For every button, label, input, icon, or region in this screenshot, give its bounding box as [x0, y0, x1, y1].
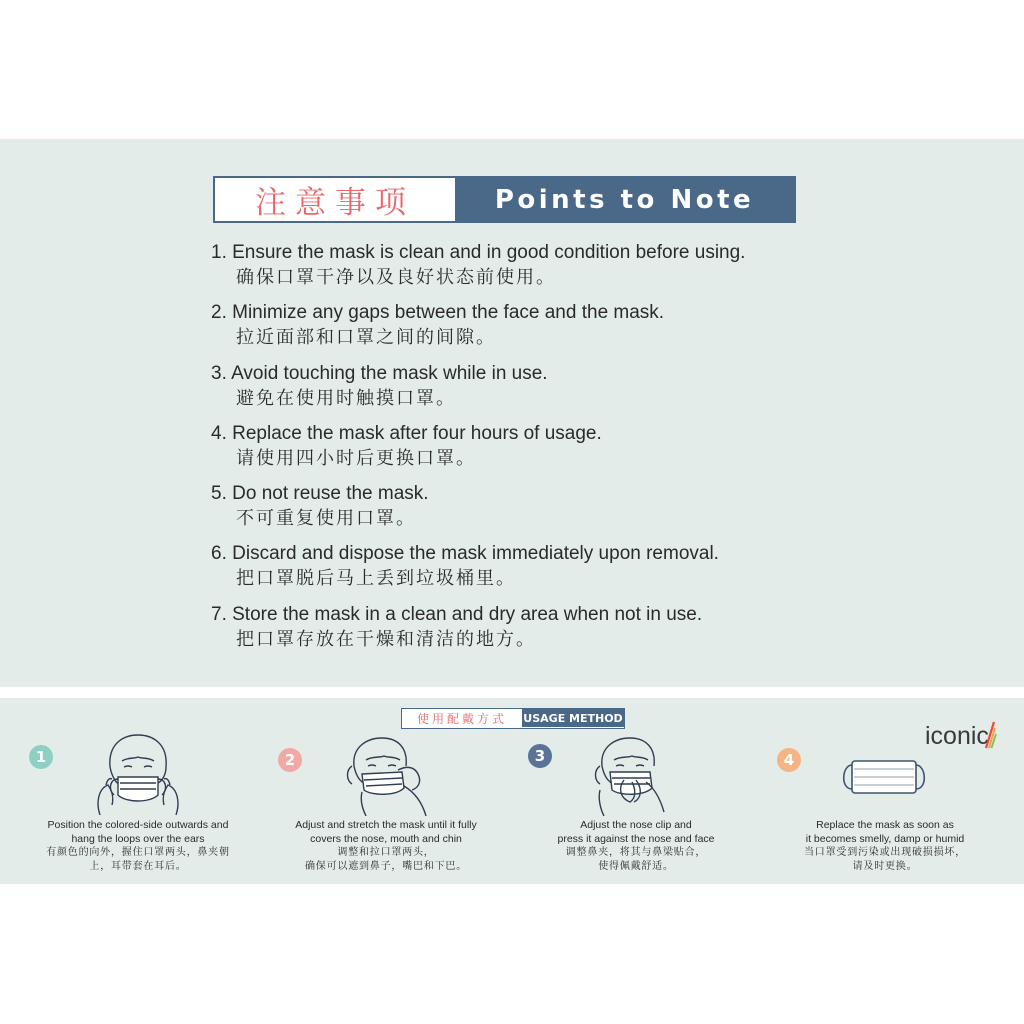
usage-title-chinese: 使用配戴方式: [416, 711, 507, 726]
step-text-chinese: 有颜色的向外，握住口罩两头，鼻夹朝: [46, 847, 230, 858]
note-english: 3. Avoid touching the mask while in use.: [211, 362, 548, 384]
step-text-chinese: 确保可以遮到鼻子，嘴巴和下巴。: [305, 860, 467, 872]
logo-text: iconic: [925, 722, 989, 750]
step-number-badge: 3: [528, 744, 552, 768]
step-text-chinese: 使得佩戴舒适。: [598, 860, 674, 872]
usage-method-panel: [0, 698, 1024, 884]
step-number-badge: 2: [278, 748, 302, 772]
step-text-english: hang the loops over the ears: [71, 832, 205, 845]
note-item: [211, 241, 831, 301]
note-chinese: 避免在使用时触摸口罩。: [236, 387, 456, 409]
step-text-english: Position the colored-side outwards and: [47, 819, 229, 831]
step-number-badge: 4: [777, 748, 801, 772]
note-chinese: 不可重复使用口罩。: [236, 508, 416, 530]
note-english: 5. Do not reuse the mask.: [211, 483, 429, 505]
step-text-english: it becomes smelly, damp or humid: [805, 832, 965, 845]
note-chinese: 确保口罩干净以及良好状态前使用。: [236, 267, 556, 288]
mask-adjust-step2-icon: [342, 736, 432, 816]
note-item: [211, 301, 831, 361]
step-number-badge: 1: [29, 745, 53, 769]
note-chinese: 把口罩存放在干燥和清洁的地方。: [236, 628, 536, 650]
step-text-chinese: 请及时更换。: [852, 860, 918, 872]
step-text-english: Replace the mask as soon as: [816, 819, 954, 831]
step-text-english: covers the nose, mouth and chin: [310, 832, 462, 845]
title-chinese: 注意事项: [255, 185, 415, 221]
step-text-chinese: 当口罩受到污染或出现破损损坏，: [804, 847, 966, 858]
face-mask-step4-icon: [838, 756, 930, 798]
note-english: 2. Minimize any gaps between the face and the mask.: [211, 302, 665, 324]
step-text-english: Adjust the nose clip and: [580, 819, 692, 831]
note-english: 6. Discard and dispose the mask immediately upon removal.: [211, 543, 719, 565]
usage-banner: [401, 708, 625, 729]
points-to-note-panel: [0, 139, 1024, 687]
note-english: 7. Store the mask in a clean and dry area when not in use.: [211, 603, 703, 625]
mask-wearing-step1-icon: [90, 733, 186, 815]
step-description: [270, 819, 502, 873]
notes-list: [211, 241, 831, 663]
usage-title-english: USAGE METHOD: [522, 709, 624, 727]
note-item: [211, 362, 831, 422]
brand-logo: [925, 718, 1017, 750]
step-text-chinese: 调整鼻夹，将其与鼻梁贴合，: [565, 847, 707, 858]
note-chinese: 请使用四小时后更换口罩。: [236, 447, 476, 469]
iconic-logo-icon: [925, 718, 1017, 750]
note-chinese: 把口罩脱后马上丢到垃圾桶里。: [236, 568, 516, 590]
nose-clip-step3-icon: [590, 736, 674, 816]
note-item: [211, 603, 831, 663]
note-english: 4. Replace the mask after four hours of usage.: [211, 422, 602, 444]
note-item: [211, 542, 831, 602]
note-item: [211, 482, 831, 542]
step-text-chinese: 调整和拉口罩两头，: [337, 847, 435, 858]
note-english: 1. Ensure the mask is clean and in good condition before using.: [211, 242, 746, 263]
step-description: [526, 819, 746, 873]
title-banner: [213, 176, 796, 223]
step-text-english: press it against the nose and face: [557, 832, 715, 845]
step-description: [770, 819, 1000, 873]
title-english: Points to Note: [455, 178, 794, 221]
step-text-chinese: 上，耳带套在耳后。: [89, 860, 187, 872]
note-chinese: 拉近面部和口罩之间的间隙。: [236, 327, 496, 349]
note-item: [211, 422, 831, 482]
step-text-english: Adjust and stretch the mask until it fully: [295, 819, 477, 831]
step-description: [18, 819, 258, 873]
